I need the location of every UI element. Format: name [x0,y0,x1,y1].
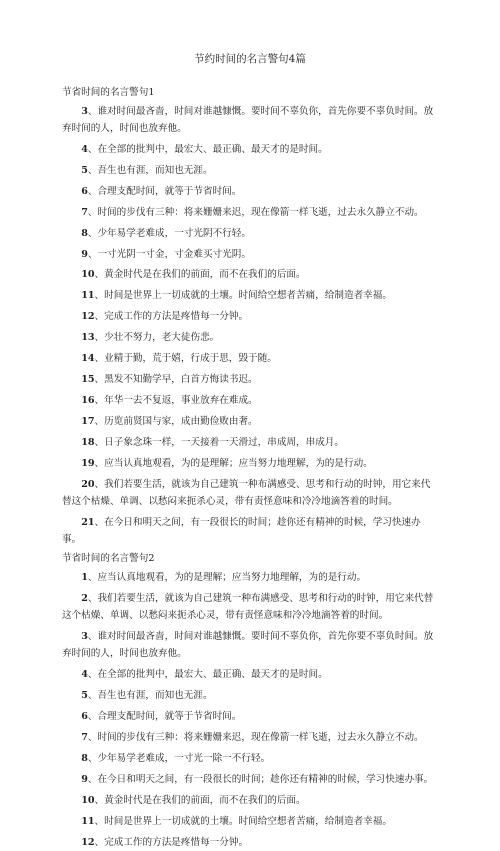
quote-number: 19 [81,458,94,469]
quote-paragraph [62,393,438,410]
quote-paragraph [62,456,438,473]
quote-text: 、少年易学老难成，一寸光一除一不行轻。 [88,753,270,764]
quote-paragraph [62,667,438,684]
quote-number: 14 [81,353,94,364]
quote-paragraph [62,591,438,624]
quote-paragraph [62,515,438,548]
quote-number: 15 [81,374,94,385]
quote-number: 8 [81,228,88,239]
quote-number: 11 [81,290,94,301]
quote-number: 5 [81,165,88,176]
quote-number: 18 [81,437,94,448]
quote-paragraph [62,772,438,789]
quote-text: 、黑发不知勤学早，白首方悔读书迟。 [95,374,258,385]
quote-paragraph [62,414,438,431]
quote-number: 10 [81,269,94,280]
quote-number: 16 [81,395,94,406]
quote-paragraph [62,142,438,159]
quote-number: 17 [81,416,94,427]
quote-text: 、我们若要生活，就该为自己建筑一种布满感受、思考和行动的时钟，用它来代替这个枯燥、单调、以愁闷来扼杀心灵，带有责怪意味和冷冷地滴答着的时间。 [62,479,430,507]
quote-text: 、时间是世界上一切成就的土壤。时间给空想者苦痛，给制造者幸福。 [95,816,392,827]
quote-number: 5 [81,690,88,701]
quote-paragraph [62,288,438,305]
quote-paragraph [62,226,438,243]
quote-text: 、少年易学老难成，一寸光阴不行轻。 [88,228,251,239]
quote-paragraph [62,267,438,284]
quote-number: 12 [81,837,94,848]
quote-number: 9 [81,249,88,260]
quote-paragraph [62,330,438,347]
quote-text: 、时间的步伐有三种：将来姗姗来迟，现在像箭一样飞逝，过去永久静立不动。 [88,207,424,218]
quote-text: 、时间是世界上一切成就的土壤。时间给空想者苦痛，给制造者幸福。 [95,290,392,301]
quote-number: 7 [81,207,88,218]
quote-text: 、时间的步伐有三种：将来姗姗来迟，现在像箭一样飞逝，过去永久静立不动。 [88,732,424,743]
quote-number: 12 [81,311,94,322]
section-heading: 节省时间的名言警句2 [62,552,438,566]
quote-text: 、完成工作的方法是疼惜每一分钟。 [95,311,249,322]
quote-text: 、合理支配时间，就等于节省时间。 [88,186,242,197]
quote-text: 、在全部的批判中，最宏大、最正确、最天才的是时间。 [88,669,328,680]
quote-text: 、谁对时间最吝啬，时间对谁越慷慨。要时间不辜负你，首先你要不辜负时间。放弃时间的人，时间也放弃他。 [62,631,433,659]
quote-text: 、历览前贤国与家，成由勤俭败由奢。 [95,416,258,427]
quote-number: 9 [81,774,88,785]
quote-paragraph [62,351,438,368]
quote-number: 6 [81,711,88,722]
document-title: 节约时间的名言警句4篇 [62,52,438,66]
section-heading: 节省时间的名言警句1 [62,86,438,100]
quote-number: 3 [81,106,88,117]
quote-text: 、少壮不努力，老大徒伤悲。 [95,332,220,343]
quote-number: 21 [81,517,94,528]
quote-text: 、日子象念珠一样，一天接着一天滑过，串成周，串成月。 [95,437,344,448]
quote-paragraph [62,184,438,201]
quote-text: 、年华一去不复返，事业放弃在难成。 [95,395,258,406]
quote-text: 、合理支配时间，就等于节省时间。 [88,711,242,722]
quote-paragraph [62,629,438,662]
quote-paragraph [62,247,438,264]
quote-text: 、在今日和明天之间，有一段很长的时间；趁你还有精神的时候，学习快速办事。 [88,774,433,785]
quote-text: 、吾生也有涯，而知也无涯。 [88,690,213,701]
quote-number: 11 [81,816,94,827]
quote-paragraph [62,570,438,587]
document-body [62,86,438,851]
quote-paragraph [62,372,438,389]
quote-text: 、我们若要生活，就该为自己建筑一种布满感受、思考和行动的时钟，用它来代替这个枯燥、单调、以愁闷来扼杀心灵，带有责怪意味和冷冷地滴答着的时间。 [62,593,433,621]
quote-text: 、吾生也有涯，而知也无涯。 [88,165,213,176]
quote-number: 6 [81,186,88,197]
quote-paragraph [62,688,438,705]
quote-text: 、谁对时间最吝啬，时间对谁越慷慨。要时间不辜负你，首先你要不辜负时间。放弃时间的人，时间也放弃他。 [62,106,433,134]
quote-paragraph [62,104,438,137]
quote-number: 4 [81,144,88,155]
quote-number: 20 [81,479,94,490]
quote-number: 3 [81,631,88,642]
quote-text: 、业精于勤，荒于嬉，行成于思，毁于随。 [95,353,277,364]
quote-paragraph [62,751,438,768]
quote-text: 、应当认真地观看，为的是理解；应当努力地理解，为的是行动。 [88,572,366,583]
quote-number: 4 [81,669,88,680]
quote-number: 1 [81,572,88,583]
quote-text: 、黄金时代是在我们的前面，而不在我们的后面。 [95,795,306,806]
quote-number: 10 [81,795,94,806]
quote-text: 、应当认真地观看，为的是理解；应当努力地理解，为的是行动。 [95,458,373,469]
quote-paragraph [62,835,438,851]
quote-paragraph [62,709,438,726]
quote-paragraph [62,163,438,180]
quote-text: 、完成工作的方法是疼惜每一分钟。 [95,837,249,848]
quote-paragraph [62,814,438,831]
quote-number: 13 [81,332,94,343]
quote-text: 、一寸光阴一寸金，寸金难买寸光阴。 [88,249,251,260]
quote-paragraph [62,793,438,810]
quote-text: 、在今日和明天之间，有一段很长的时间；趁你还有精神的时候，学习快速办事。 [62,517,421,545]
quote-paragraph [62,205,438,222]
quote-number: 7 [81,732,88,743]
quote-text: 、黄金时代是在我们的前面，而不在我们的后面。 [95,269,306,280]
quote-paragraph [62,477,438,510]
quote-number: 2 [81,593,88,604]
quote-paragraph [62,730,438,747]
quote-paragraph [62,309,438,326]
quote-text: 、在全部的批判中，最宏大、最正确、最天才的是时间。 [88,144,328,155]
quote-paragraph [62,435,438,452]
quote-number: 8 [81,753,88,764]
